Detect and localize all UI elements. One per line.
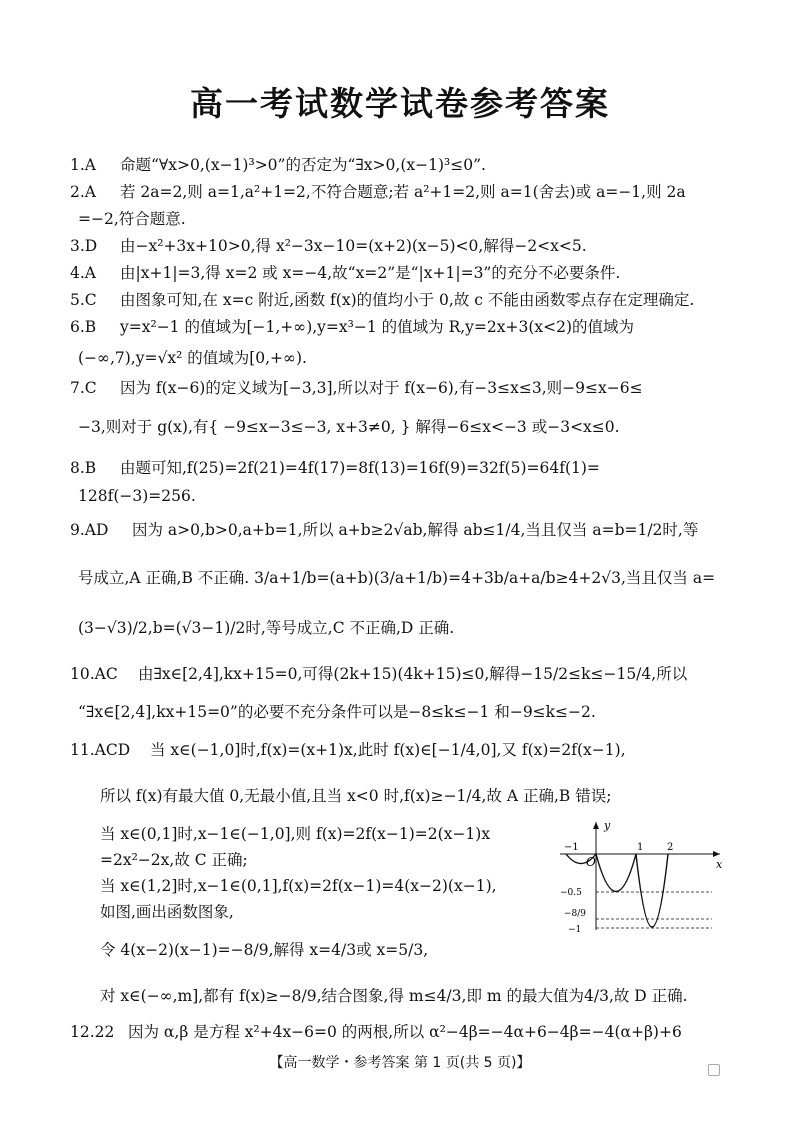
page-footer: 【高一数学・参考答案 第 1 页(共 5 页)】 xyxy=(269,1055,531,1071)
answer-text: 如图,画出函数图象, xyxy=(100,903,234,921)
answer-text: =−2,符合题意. xyxy=(78,210,186,228)
origin-label: O xyxy=(586,855,596,869)
answer-text: 因为 α,β 是方程 x²+4x−6=0 的两根,所以 α²−4β=−4α+6−4β=−4(α+β)+6 xyxy=(128,1023,682,1041)
answer-text: 由|x+1|=3,得 x=2 或 x=−4,故“x=2”是“|x+1|=3”的充分不必要条件. xyxy=(120,264,621,282)
answer-text: 令 4(x−2)(x−1)=−8/9,解得 x=4/3或 x=5/3, xyxy=(100,941,429,959)
answer-number: 5.C xyxy=(70,291,97,309)
answer-text: 若 2a=2,则 a=1,a²+1=2,不符合题意;若 a²+1=2,则 a=1(舍去)或 a=−1,则 2a xyxy=(120,183,686,201)
answer-text: 由−x²+3x+10>0,得 x²−3x−10=(x+2)(x−5)<0,解得−2<x<5. xyxy=(120,237,587,255)
answer-text: 因为 a>0,b>0,a+b=1,所以 a+b≥2√ab,解得 ab≤1/4,当且仅当 a=b=1/2时,等 xyxy=(132,521,699,539)
page-title: 高一考试数学试卷参考答案 xyxy=(190,84,610,123)
answer-number: 3.D xyxy=(70,237,98,255)
y-axis-label: y xyxy=(604,819,611,832)
answer-text: 由图象可知,在 x=c 附近,函数 f(x)的值均小于 0,故 c 不能由函数零点存在定理确定. xyxy=(120,291,695,309)
y-tick-label: −0.5 xyxy=(560,888,582,898)
answer-number: 6.B xyxy=(70,318,97,336)
answer-number: 4.A xyxy=(70,264,96,282)
y-tick-label: −1 xyxy=(568,925,582,935)
answer-text: 128f(−3)=256. xyxy=(78,487,196,505)
y-tick-label: −8/9 xyxy=(564,909,587,919)
x-axis-label: x xyxy=(716,858,723,871)
answer-number: 12.22 xyxy=(70,1023,115,1041)
x-tick-label: 1 xyxy=(637,842,644,853)
answer-text: (−∞,7),y=√x² 的值域为[0,+∞). xyxy=(78,349,307,367)
answer-number: 1.A xyxy=(70,156,96,174)
answer-text: 所以 f(x)有最大值 0,无最小值,且当 x<0 时,f(x)≥−1/4,故 A 正确,B 错误; xyxy=(100,787,612,805)
x-axis-arrow-icon xyxy=(713,851,720,857)
answer-text: 由题可知,f(25)=2f(21)=4f(17)=8f(13)=16f(9)=32f(5)=64f(1)= xyxy=(120,459,600,477)
answer-text: 命题“∀x>0,(x−1)³>0”的否定为“∃x>0,(x−1)³≤0”. xyxy=(120,156,486,174)
answer-number: 9.AD xyxy=(70,521,109,539)
page-corner-mark xyxy=(708,1064,720,1076)
answer-text: 由∃x∈[2,4],kx+15=0,可得(2k+15)(4k+15)≤0,解得−15/2≤k≤−15/4,所以 xyxy=(138,665,688,683)
answer-number: 10.AC xyxy=(70,665,118,683)
x-tick-label: 2 xyxy=(667,842,674,853)
answer-text: (3−√3)/2,b=(√3−1)/2时,等号成立,C 不正确,D 正确. xyxy=(78,619,455,637)
answer-text: 因为 f(x−6)的定义域为[−3,3],所以对于 f(x−6),有−3≤x≤3,则−9≤x−6≤ xyxy=(120,379,643,397)
answer-number: 11.ACD xyxy=(70,741,131,759)
answer-text: 号成立,A 正确,B 不正确. 3/a+1/b=(a+b)(3/a+1/b)=4+3b/a+a/b≥4+2√3,当且仅当 a= xyxy=(78,569,716,587)
x-tick-label: −1 xyxy=(564,842,579,853)
curve-segment xyxy=(636,854,668,927)
function-graph xyxy=(560,818,730,938)
y-axis-arrow-icon xyxy=(593,822,599,829)
answer-text: −3,则对于 g(x),有{ −9≤x−3≤−3, x+3≠0, } 解得−6≤x<−3 或−3<x≤0. xyxy=(78,418,620,436)
curve-segment xyxy=(596,854,636,892)
answer-text: “∃x∈[2,4],kx+15=0”的必要不充分条件可以是−8≤k≤−1 和−9≤k≤−2. xyxy=(78,703,596,721)
answer-text: 当 x∈(1,2]时,x−1∈(0,1],f(x)=2f(x−1)=4(x−2)(x−1), xyxy=(100,877,497,895)
answer-text: 当 x∈(−1,0]时,f(x)=(x+1)x,此时 f(x)∈[−1/4,0],又 f(x)=2f(x−1), xyxy=(150,741,626,759)
answer-text: =2x²−2x,故 C 正确; xyxy=(100,851,248,869)
answer-text: 对 x∈(−∞,m],都有 f(x)≥−8/9,结合图象,得 m≤4/3,即 m 的最大值为4/3,故 D 正确. xyxy=(100,987,688,1005)
answer-number: 8.B xyxy=(70,459,97,477)
answer-number: 7.C xyxy=(70,379,97,397)
answer-text: 当 x∈(0,1]时,x−1∈(−1,0],则 f(x)=2f(x−1)=2(x−1)x xyxy=(100,825,491,843)
answer-number: 2.A xyxy=(70,183,96,201)
answer-text: y=x²−1 的值域为[−1,+∞),y=x³−1 的值域为 R,y=2x+3(x<2)的值域为 xyxy=(120,318,635,336)
